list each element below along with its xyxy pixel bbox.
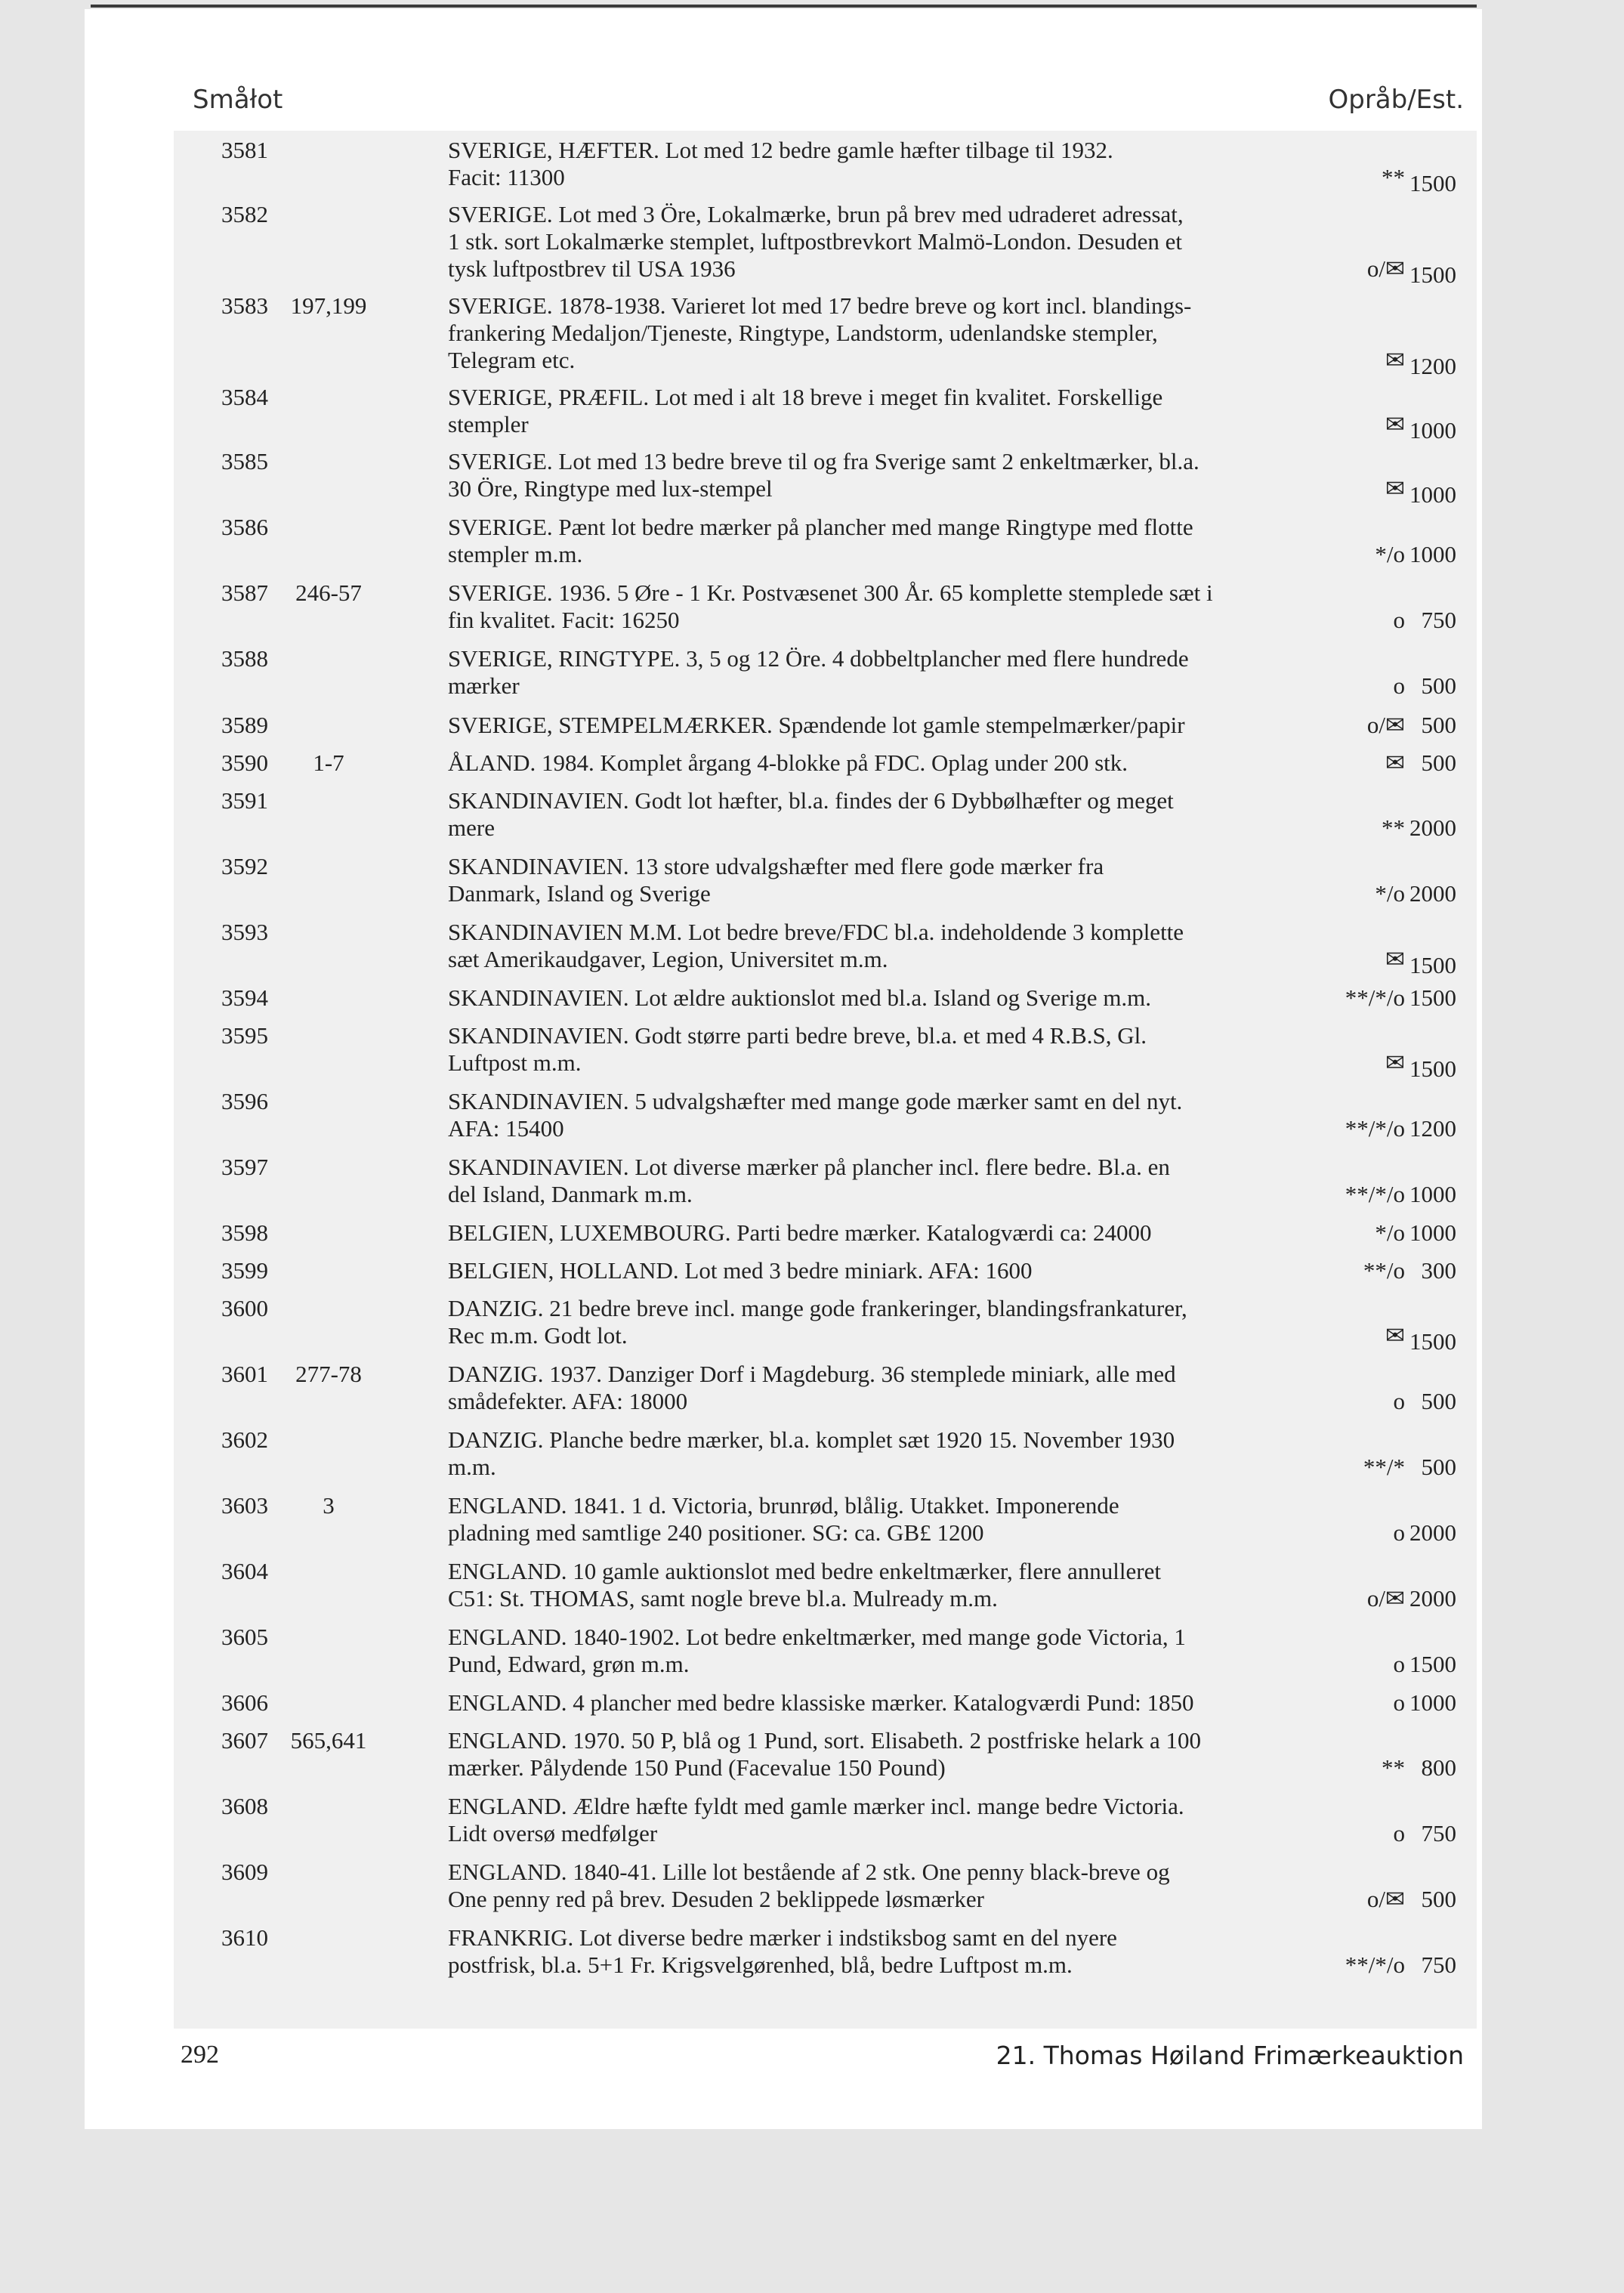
top-rule [91,5,1477,8]
lot-row [174,853,1477,907]
lot-row [174,1426,1477,1481]
description-line: SKANDINAVIEN. Lot diverse mærker på plancher incl. flere bedre. Bl.a. en [448,1154,1170,1180]
description-line: Danmark, Island og Sverige [448,880,711,907]
lot-row [174,645,1477,700]
estimate-value: 1000 [1409,1181,1456,1207]
description-line: SVERIGE, PRÆFIL. Lot med i alt 18 breve i meget fin kvalitet. Forskellige [448,384,1163,410]
lot-description [448,1022,1366,1077]
lot-description [448,853,1366,907]
catalog-number: 565,641 [290,1727,367,1754]
lot-description [448,1689,1366,1717]
header-section-title: Småłot [193,85,283,115]
description-line: SKANDINAVIEN M.M. Lot bedre breve/FDC bl.a. indeholdende 3 komplette [448,919,1184,945]
description-line: stempler [448,411,529,437]
lot-number: 3604 [221,1558,268,1584]
description-line: stempler m.m. [448,541,583,567]
lot-number: 3588 [221,645,268,672]
description-line: ENGLAND. 1970. 50 P, blå og 1 Pund, sort. Elisabeth. 2 postfriske helark a 100 [448,1727,1202,1754]
description-line: SVERIGE. Lot med 13 bedre breve til og fra Sverige samt 2 enkeltmærker, bl.a. [448,448,1199,474]
description-line: Telegram etc. [448,347,576,373]
lot-number: 3593 [221,919,268,945]
lot-number: 3585 [221,448,268,474]
auction-name: 21. Thomas Høiland Frimærkeauktion [996,2041,1464,2070]
condition-symbol: ** [1382,814,1405,841]
description-line: Luftpost m.m. [448,1049,582,1076]
estimate-value: 300 [1421,1257,1456,1284]
description-line: 30 Öre, Ringtype med lux-stempel [448,475,773,502]
description-line: smådefekter. AFA: 18000 [448,1388,688,1414]
description-line: BELGIEN, LUXEMBOURG. Parti bedre mærker. Katalogværdi ca: 24000 [448,1219,1152,1246]
lot-row [174,1154,1477,1208]
estimate-value: 2000 [1409,1519,1456,1546]
estimate-value: 1500 [1409,1328,1456,1355]
description-line: m.m. [448,1454,496,1480]
lot-number: 3589 [221,712,268,738]
description-line: SKANDINAVIEN. 13 store udvalgshæfter med flere gode mærker fra [448,853,1104,879]
catalog-number: 3 [323,1492,335,1519]
description-line: Pund, Edward, grøn m.m. [448,1651,690,1677]
lot-number: 3599 [221,1257,268,1284]
description-line: mærker. Pålydende 150 Pund (Facevalue 150 Pound) [448,1754,946,1781]
condition-symbol: ✉ [1385,1049,1405,1076]
lot-row [174,514,1477,568]
lot-row [174,712,1477,739]
description-line: DANZIG. 21 bedre breve incl. mange gode frankeringer, blandingsfrankaturer, [448,1295,1187,1321]
lot-row [174,201,1477,288]
description-line: SVERIGE. 1936. 5 Øre - 1 Kr. Postvæsenet 300 År. 65 komplette stemplede sæt i [448,579,1213,606]
description-line: SVERIGE, RINGTYPE. 3, 5 og 12 Öre. 4 dobbeltplancher med flere hundrede [448,645,1189,672]
description-line: SVERIGE. Pænt lot bedre mærker på plancher med mange Ringtype med flotte [448,514,1193,540]
lot-row [174,749,1477,777]
description-line: mere [448,814,495,841]
description-line: SKANDINAVIEN. 5 udvalgshæfter med mange gode mærker samt en del nyt. [448,1088,1183,1114]
condition-symbol: */o [1375,880,1405,907]
lot-number: 3584 [221,384,268,410]
lot-row [174,137,1477,196]
description-line: DANZIG. Planche bedre mærker, bl.a. komplet sæt 1920 15. November 1930 [448,1426,1175,1453]
lot-row [174,1689,1477,1717]
condition-symbol: **/*/o [1345,1115,1405,1142]
lot-row [174,579,1477,634]
lot-number: 3610 [221,1924,268,1951]
lot-description [448,1257,1366,1284]
condition-symbol: ✉ [1385,347,1405,373]
description-line: postfrisk, bl.a. 5+1 Fr. Krigsvelgørenhed, blå, bedre Luftpost m.m. [448,1952,1073,1978]
condition-symbol: o/✉ [1366,1886,1405,1912]
description-line: SKANDINAVIEN. Godt større parti bedre breve, bl.a. et med 4 R.B.S, Gl. [448,1022,1147,1049]
condition-symbol: */o [1375,541,1405,567]
lot-row [174,1219,1477,1247]
catalog-number: 246-57 [295,579,362,606]
lot-row [174,1624,1477,1678]
description-line: ÅLAND. 1984. Komplet årgang 4-blokke på FDC. Oplag under 200 stk. [448,749,1128,776]
catalog-number: 277-78 [295,1361,362,1387]
description-line: ENGLAND. 10 gamle auktionslot med bedre enkeltmærker, flere annulleret [448,1558,1161,1584]
description-line: ENGLAND. 1841. 1 d. Victoria, brunrød, blålig. Utakket. Imponerende [448,1492,1119,1519]
lot-row [174,1257,1477,1284]
lot-number: 3594 [221,984,268,1011]
lot-list-panel [174,131,1477,2029]
lot-description [448,448,1366,502]
description-line: Rec m.m. Godt lot. [448,1322,628,1349]
estimate-value: 1000 [1409,417,1456,443]
description-line: ENGLAND. Ældre hæfte fyldt med gamle mærker incl. mange bedre Victoria. [448,1793,1184,1819]
description-line: SKANDINAVIEN. Lot ældre auktionslot med bl.a. Island og Sverige m.m. [448,984,1152,1011]
condition-symbol: o [1393,1651,1405,1677]
lot-row [174,448,1477,508]
description-line: Lidt oversø medfølger [448,1820,658,1846]
lot-number: 3605 [221,1624,268,1650]
lot-description [448,749,1366,777]
lot-description [448,1088,1366,1142]
estimate-value: 500 [1421,672,1456,699]
lot-description [448,137,1366,191]
catalog-number: 197,199 [290,292,367,319]
lot-row [174,292,1477,379]
condition-symbol: **/o [1363,1257,1405,1284]
description-line: tysk luftpostbrev til USA 1936 [448,255,736,282]
lot-description [448,1793,1366,1847]
estimate-value: 1000 [1409,1219,1456,1246]
condition-symbol: **/* [1363,1454,1405,1480]
condition-symbol: ✉ [1385,1322,1405,1349]
description-line: del Island, Danmark m.m. [448,1181,693,1207]
estimate-value: 1000 [1409,541,1456,567]
lot-row [174,384,1477,443]
description-line: C51: St. THOMAS, samt nogle breve bl.a. Mulready m.m. [448,1585,998,1612]
description-line: fin kvalitet. Facit: 16250 [448,607,680,633]
condition-symbol: **/*/o [1345,1952,1405,1978]
header-estimate-label: Opråb/Est. [1328,85,1464,115]
estimate-value: 1500 [1409,952,1456,978]
condition-symbol: o/✉ [1366,1585,1405,1612]
condition-symbol: */o [1375,1219,1405,1246]
description-line: mærker [448,672,520,699]
lot-number: 3603 [221,1492,268,1519]
lot-number: 3596 [221,1088,268,1114]
description-line: FRANKRIG. Lot diverse bedre mærker i indstiksbog samt en del nyere [448,1924,1117,1951]
estimate-value: 1000 [1409,1689,1456,1716]
condition-symbol: **/*/o [1345,1181,1405,1207]
lot-description [448,787,1366,842]
estimate-value: 800 [1421,1754,1456,1781]
description-line: SVERIGE. Lot med 3 Öre, Lokalmærke, brun på brev med udraderet adressat, [448,201,1184,227]
description-line: Facit: 11300 [448,164,565,190]
estimate-value: 2000 [1409,814,1456,841]
estimate-value: 500 [1421,1886,1456,1912]
condition-symbol: ✉ [1385,475,1405,502]
lot-row [174,1727,1477,1782]
lot-row [174,1558,1477,1612]
lot-description [448,919,1366,973]
estimate-value: 2000 [1409,880,1456,907]
lot-row [174,1924,1477,1979]
description-line: SVERIGE. 1878-1938. Varieret lot med 17 bedre breve og kort incl. blandings- [448,292,1192,319]
lot-number: 3607 [221,1727,268,1754]
condition-symbol: ✉ [1385,946,1405,972]
lot-description [448,1361,1366,1415]
lot-number: 3600 [221,1295,268,1321]
lot-description [448,712,1366,739]
lot-row [174,984,1477,1012]
condition-symbol: o [1393,672,1405,699]
lot-description [448,201,1366,283]
condition-symbol: ** [1382,1754,1405,1781]
lot-description [448,1624,1366,1678]
lot-number: 3595 [221,1022,268,1049]
description-line: ENGLAND. 1840-41. Lille lot bestående af 2 stk. One penny black-breve og [448,1859,1170,1885]
description-line: DANZIG. 1937. Danziger Dorf i Magdeburg. 36 stemplede miniark, alle med [448,1361,1176,1387]
lot-description [448,1295,1366,1349]
lot-number: 3598 [221,1219,268,1246]
lot-row [174,1859,1477,1913]
description-line: pladning med samtlige 240 positioner. SG: ca. GB£ 1200 [448,1519,984,1546]
description-line: One penny red på brev. Desuden 2 beklippede løsmærker [448,1886,984,1912]
lot-number: 3591 [221,787,268,814]
lot-row [174,1361,1477,1415]
lot-number: 3602 [221,1426,268,1453]
estimate-value: 1200 [1409,1115,1456,1142]
lot-number: 3586 [221,514,268,540]
condition-symbol: ✉ [1385,749,1405,776]
lot-description [448,1727,1366,1782]
condition-symbol: o/✉ [1366,255,1405,282]
lot-description [448,1924,1366,1979]
condition-symbol: o/✉ [1366,712,1405,738]
description-line: ENGLAND. 4 plancher med bedre klassiske mærker. Katalogværdi Pund: 1850 [448,1689,1194,1716]
lot-number: 3606 [221,1689,268,1716]
lot-description [448,1426,1366,1481]
lot-description [448,1219,1366,1247]
lot-description [448,292,1366,374]
lot-number: 3582 [221,201,268,227]
estimate-value: 1500 [1409,1651,1456,1677]
page-number: 292 [181,2041,219,2069]
lot-number: 3587 [221,579,268,606]
lot-number: 3592 [221,853,268,879]
condition-symbol: o [1393,607,1405,633]
lot-description [448,984,1366,1012]
lot-number: 3597 [221,1154,268,1180]
description-line: sæt Amerikaudgaver, Legion, Universitet m.m. [448,946,888,972]
lot-number: 3581 [221,137,268,163]
estimate-value: 750 [1421,1952,1456,1978]
lot-number: 3590 [221,749,268,776]
estimate-value: 2000 [1409,1585,1456,1612]
lot-description [448,514,1366,568]
estimate-value: 500 [1421,712,1456,738]
lot-number: 3601 [221,1361,268,1387]
lot-description [448,1492,1366,1547]
lot-number: 3583 [221,292,268,319]
condition-symbol: o [1393,1519,1405,1546]
condition-symbol: o [1393,1820,1405,1846]
lot-row [174,1088,1477,1142]
lot-description [448,1558,1366,1612]
description-line: SVERIGE, STEMPELMÆRKER. Spændende lot gamle stempelmærker/papir [448,712,1185,738]
estimate-value: 1000 [1409,481,1456,508]
lot-row [174,1793,1477,1847]
description-line: SKANDINAVIEN. Godt lot hæfter, bl.a. findes der 6 Dybbølhæfter og meget [448,787,1174,814]
estimate-value: 500 [1421,1454,1456,1480]
estimate-value: 1500 [1409,261,1456,288]
estimate-value: 1200 [1409,353,1456,379]
estimate-value: 750 [1421,607,1456,633]
lot-description [448,579,1366,634]
estimate-value: 750 [1421,1820,1456,1846]
estimate-value: 500 [1421,749,1456,776]
condition-symbol: **/*/o [1345,984,1405,1011]
estimate-value: 1500 [1409,1055,1456,1082]
description-line: SVERIGE, HÆFTER. Lot med 12 bedre gamle hæfter tilbage til 1932. [448,137,1113,163]
lot-row [174,787,1477,842]
lot-row [174,919,1477,978]
estimate-value: 1500 [1409,984,1456,1011]
lot-row [174,1295,1477,1355]
condition-symbol: ✉ [1385,411,1405,437]
estimate-value: 500 [1421,1388,1456,1414]
lot-description [448,1154,1366,1208]
description-line: 1 stk. sort Lokalmærke stemplet, luftpostbrevkort Malmö-London. Desuden et [448,228,1183,255]
lot-description [448,645,1366,700]
condition-symbol: o [1393,1388,1405,1414]
lot-row [174,1022,1477,1082]
description-line: BELGIEN, HOLLAND. Lot med 3 bedre miniark. AFA: 1600 [448,1257,1033,1284]
estimate-value: 1500 [1409,170,1456,196]
description-line: AFA: 15400 [448,1115,564,1142]
lot-number: 3608 [221,1793,268,1819]
lot-description [448,384,1366,438]
lot-row [174,1492,1477,1547]
description-line: frankering Medaljon/Tjeneste, Ringtype, Landstorm, udenlandske stempler, [448,320,1158,346]
lot-number: 3609 [221,1859,268,1885]
catalog-number: 1-7 [313,749,344,776]
condition-symbol: o [1393,1689,1405,1716]
lot-description [448,1859,1366,1913]
description-line: ENGLAND. 1840-1902. Lot bedre enkeltmærker, med mange gode Victoria, 1 [448,1624,1186,1650]
condition-symbol: ** [1382,164,1405,190]
